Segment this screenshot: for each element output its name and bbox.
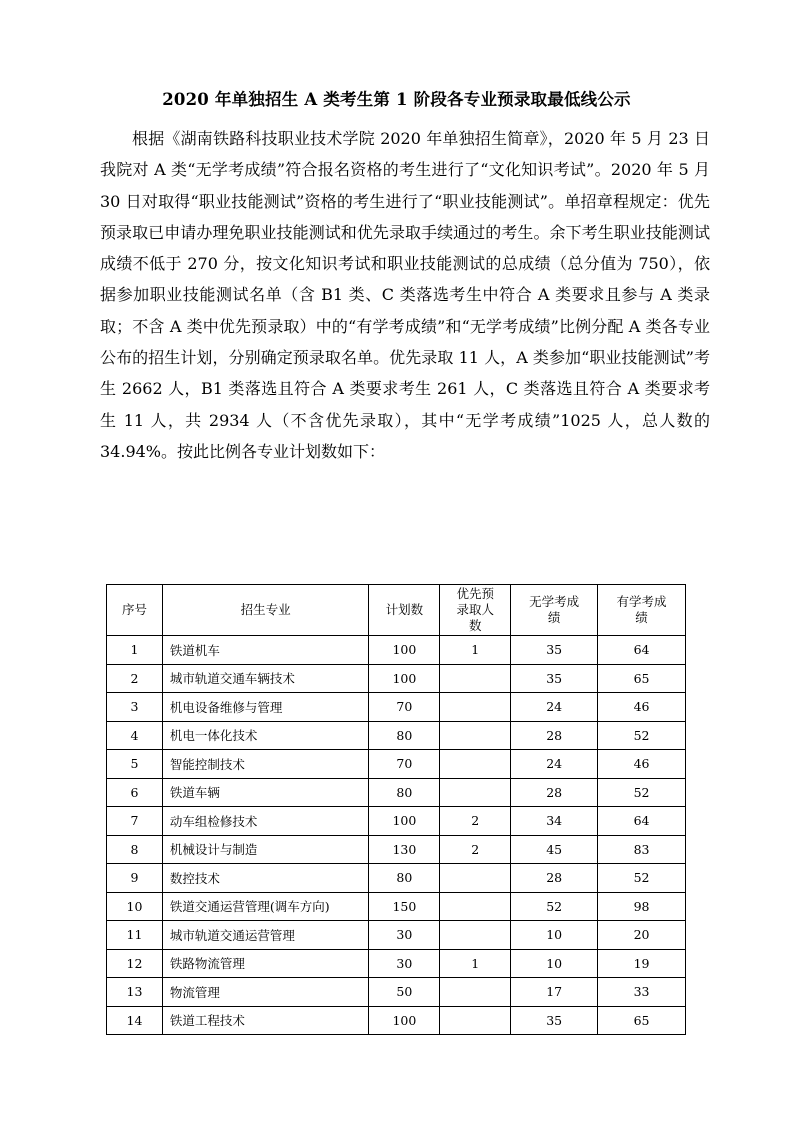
cell-index: 3 — [107, 693, 163, 722]
cell-plan-count: 150 — [369, 892, 440, 921]
cell-index: 4 — [107, 721, 163, 750]
cell-major: 铁道工程技术 — [162, 1006, 369, 1035]
cell-no-exam-score: 28 — [511, 778, 598, 807]
cell-plan-count: 70 — [369, 750, 440, 779]
cell-major: 城市轨道交通车辆技术 — [162, 664, 369, 693]
cell-priority-admission — [440, 750, 511, 779]
cell-index: 13 — [107, 978, 163, 1007]
cell-plan-count: 80 — [369, 864, 440, 893]
cell-priority-admission — [440, 892, 511, 921]
cell-with-exam-score: 33 — [598, 978, 686, 1007]
cell-priority-admission — [440, 978, 511, 1007]
header-with-exam-score: 有学考成绩 — [598, 585, 686, 636]
cell-no-exam-score: 45 — [511, 835, 598, 864]
intro-paragraph: 根据《湖南铁路科技职业技术学院 2020 年单独招生简章》，2020 年 5 月 23 日我院对 A 类“无学考成绩”符合报名资格的考生进行了“文化知识考试”。2020 年 5 月 30 日对取得“职业技能测试”资格的考生进行了“职业技能测试”。单招章程规定：优先预录取已申请办理免职业技能测试和优先录取手续通过的考生。余下考生职业技能测试成绩不低于 270 分，按文化知识考试和职业技能测试的总成绩（总分值为 750），依据参加职业技能测试名单（含 B1 类、C 类落选考生中符合 A 类要求且参与 A 类录取；不含 A 类中优先预录取）中的“有学考成绩”和“无学考成绩”比例分配 A 类各专业公布的招生计划，分别确定预录取名单。优先录取 11 人，A 类参加“职业技能测试”考生 2662 人，B1 类落选且符合 A 类要求考生 261 人，C 类落选且符合 A 类要求考生 11 人，共 2934 人（不含优先录取），其中“无学考成绩”1025 人，总人数的 34.94%。按此比例各专业计划数如下： — [100, 129, 710, 461]
cell-no-exam-score: 35 — [511, 636, 598, 665]
cell-index: 2 — [107, 664, 163, 693]
table-row — [107, 750, 686, 779]
enrollment-plan-table — [106, 584, 686, 1035]
cell-no-exam-score: 24 — [511, 750, 598, 779]
cell-no-exam-score: 24 — [511, 693, 598, 722]
cell-index: 12 — [107, 949, 163, 978]
cell-priority-admission: 1 — [440, 636, 511, 665]
cell-plan-count: 80 — [369, 778, 440, 807]
cell-major: 物流管理 — [162, 978, 369, 1007]
table-row — [107, 721, 686, 750]
cell-index: 14 — [107, 1006, 163, 1035]
cell-no-exam-score: 17 — [511, 978, 598, 1007]
cell-major: 机电一体化技术 — [162, 721, 369, 750]
table-row — [107, 693, 686, 722]
cell-with-exam-score: 98 — [598, 892, 686, 921]
cell-plan-count: 100 — [369, 807, 440, 836]
cell-priority-admission — [440, 778, 511, 807]
cell-major: 机电设备维修与管理 — [162, 693, 369, 722]
cell-index: 1 — [107, 636, 163, 665]
cell-with-exam-score: 52 — [598, 721, 686, 750]
cell-no-exam-score: 35 — [511, 1006, 598, 1035]
cell-plan-count: 100 — [369, 1006, 440, 1035]
cell-with-exam-score: 65 — [598, 1006, 686, 1035]
cell-no-exam-score: 10 — [511, 921, 598, 950]
cell-index: 10 — [107, 892, 163, 921]
cell-major: 城市轨道交通运营管理 — [162, 921, 369, 950]
cell-no-exam-score: 28 — [511, 864, 598, 893]
cell-with-exam-score: 46 — [598, 693, 686, 722]
cell-with-exam-score: 52 — [598, 864, 686, 893]
cell-plan-count: 30 — [369, 921, 440, 950]
cell-major: 铁道车辆 — [162, 778, 369, 807]
cell-major: 智能控制技术 — [162, 750, 369, 779]
header-priority-admission: 优先预录取人数 — [440, 585, 511, 636]
cell-major: 动车组检修技术 — [162, 807, 369, 836]
cell-plan-count: 100 — [369, 664, 440, 693]
table-row — [107, 835, 686, 864]
cell-major: 铁路物流管理 — [162, 949, 369, 978]
cell-index: 7 — [107, 807, 163, 836]
table-row — [107, 807, 686, 836]
cell-plan-count: 70 — [369, 693, 440, 722]
cell-priority-admission — [440, 664, 511, 693]
cell-major: 机械设计与制造 — [162, 835, 369, 864]
cell-with-exam-score: 64 — [598, 807, 686, 836]
cell-no-exam-score: 35 — [511, 664, 598, 693]
table-row — [107, 892, 686, 921]
cell-index: 11 — [107, 921, 163, 950]
cell-priority-admission: 1 — [440, 949, 511, 978]
header-major: 招生专业 — [162, 585, 369, 636]
table-row — [107, 664, 686, 693]
cell-plan-count: 30 — [369, 949, 440, 978]
cell-plan-count: 130 — [369, 835, 440, 864]
cell-with-exam-score: 46 — [598, 750, 686, 779]
cell-major: 铁道机车 — [162, 636, 369, 665]
cell-index: 9 — [107, 864, 163, 893]
cell-priority-admission — [440, 864, 511, 893]
cell-with-exam-score: 19 — [598, 949, 686, 978]
cell-with-exam-score: 64 — [598, 636, 686, 665]
cell-with-exam-score: 65 — [598, 664, 686, 693]
cell-priority-admission — [440, 721, 511, 750]
cell-no-exam-score: 28 — [511, 721, 598, 750]
cell-priority-admission: 2 — [440, 835, 511, 864]
cell-priority-admission — [440, 921, 511, 950]
header-index: 序号 — [107, 585, 163, 636]
cell-priority-admission: 2 — [440, 807, 511, 836]
cell-major: 铁道交通运营管理(调车方向) — [162, 892, 369, 921]
cell-plan-count: 50 — [369, 978, 440, 1007]
cell-index: 5 — [107, 750, 163, 779]
cell-major: 数控技术 — [162, 864, 369, 893]
cell-index: 6 — [107, 778, 163, 807]
cell-no-exam-score: 52 — [511, 892, 598, 921]
header-plan-count: 计划数 — [369, 585, 440, 636]
cell-with-exam-score: 52 — [598, 778, 686, 807]
cell-priority-admission — [440, 693, 511, 722]
cell-no-exam-score: 10 — [511, 949, 598, 978]
cell-no-exam-score: 34 — [511, 807, 598, 836]
cell-index: 8 — [107, 835, 163, 864]
document-title: 2020 年单独招生 A 类考生第 1 阶段各专业预录取最低线公示 — [162, 90, 631, 109]
cell-with-exam-score: 83 — [598, 835, 686, 864]
table-row — [107, 978, 686, 1007]
cell-plan-count: 100 — [369, 636, 440, 665]
header-no-exam-score: 无学考成绩 — [511, 585, 598, 636]
table-row — [107, 778, 686, 807]
cell-priority-admission — [440, 1006, 511, 1035]
table-header-row — [107, 585, 686, 636]
table-row — [107, 921, 686, 950]
table-row — [107, 636, 686, 665]
table-row — [107, 1006, 686, 1035]
table-row — [107, 949, 686, 978]
table-body — [107, 636, 686, 1035]
cell-plan-count: 80 — [369, 721, 440, 750]
cell-with-exam-score: 20 — [598, 921, 686, 950]
table-row — [107, 864, 686, 893]
